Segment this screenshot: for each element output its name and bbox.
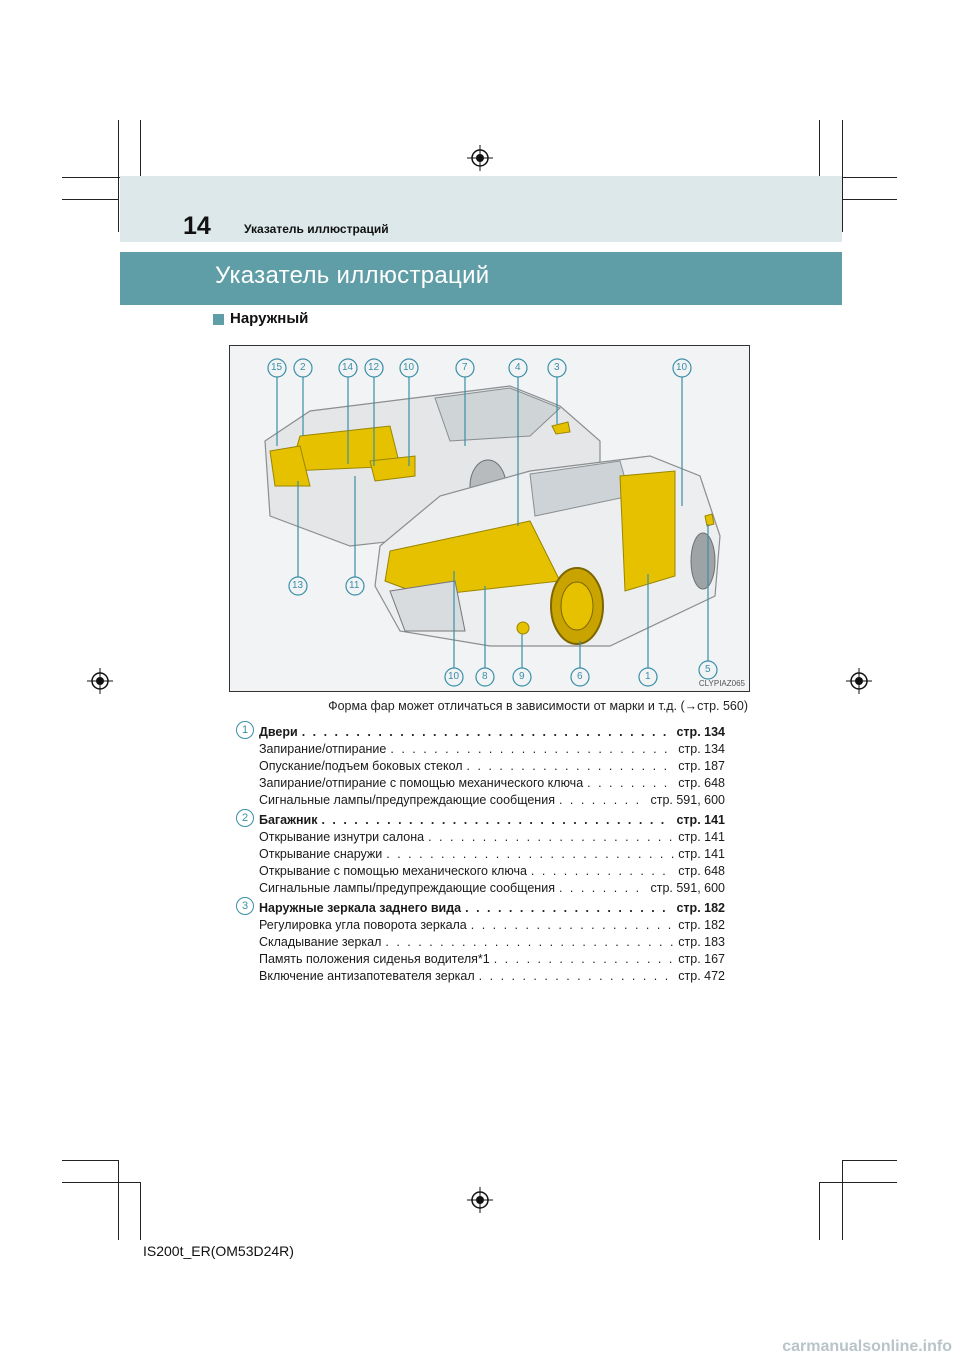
callout-label: 10 xyxy=(403,362,415,373)
crop-mark xyxy=(842,199,897,200)
callout-label: 9 xyxy=(519,671,525,682)
crop-mark xyxy=(62,1182,140,1183)
index-row: Складывание зеркал . . . стр. 183 xyxy=(259,934,725,951)
callout-label: 13 xyxy=(292,580,304,591)
crop-mark xyxy=(842,1160,843,1240)
subsection-marker-icon xyxy=(213,314,224,325)
callout-label: 6 xyxy=(577,671,583,682)
index-row: Открывание снаружи . . . стр. 141 xyxy=(259,846,725,863)
index-row: Память положения сиденья водителя*1 . . . стр. 167 xyxy=(259,951,725,968)
callout-label: 15 xyxy=(271,362,283,373)
crop-mark xyxy=(842,120,843,232)
index-row: Регулировка угла поворота зеркала . . . стр. 182 xyxy=(259,917,725,934)
callout-label: 7 xyxy=(462,362,468,373)
image-code: CLYPIAZ065 xyxy=(698,679,745,688)
callout-label: 2 xyxy=(300,362,306,373)
registration-mark-icon xyxy=(846,668,872,694)
callout-label: 10 xyxy=(448,671,460,682)
crop-mark xyxy=(118,1160,119,1240)
crop-mark xyxy=(62,1160,118,1161)
index-row: Опускание/подъем боковых стекол . . . стр. 187 xyxy=(259,758,725,775)
callout-label: 8 xyxy=(482,671,488,682)
entry-number-badge: 3 xyxy=(236,897,254,915)
index-row: Включение антизапотевателя зеркал . . . стр. 472 xyxy=(259,968,725,985)
crop-mark xyxy=(62,199,118,200)
index-row-main: Наружные зеркала заднего вида . . . стр. 182 xyxy=(259,900,725,917)
registration-mark-icon xyxy=(467,1187,493,1213)
section-title: Указатель иллюстраций xyxy=(215,262,490,289)
crop-mark xyxy=(819,1182,820,1240)
entry-number-badge: 2 xyxy=(236,809,254,827)
footer-document-code: IS200t_ER(OM53D24R) xyxy=(143,1243,294,1259)
figure-caption: Форма фар может отличаться в зависимости от марки и т.д. (→стр. 560) xyxy=(328,699,748,713)
crop-mark xyxy=(842,1160,897,1161)
header-band xyxy=(120,176,842,242)
callout-label: 1 xyxy=(645,671,651,682)
index-row-main: Двери . . . стр. 134 xyxy=(259,724,725,741)
index-row: Открывание изнутри салона . . . стр. 141 xyxy=(259,829,725,846)
car-exterior-illustration xyxy=(229,345,750,692)
entry-number-badge: 1 xyxy=(236,721,254,739)
callout-label: 10 xyxy=(676,362,688,373)
callout-labels-top xyxy=(230,346,749,691)
crop-mark xyxy=(118,120,119,232)
index-row: Сигнальные лампы/предупреждающие сообщения . . . стр. 591, 600 xyxy=(259,792,725,809)
index-row-main: Багажник . . . стр. 141 xyxy=(259,812,725,829)
watermark: carmanualsonline.info xyxy=(782,1338,952,1355)
crop-mark xyxy=(819,1182,897,1183)
page-number: 14 xyxy=(183,212,211,240)
callout-label: 5 xyxy=(705,664,711,675)
callout-label: 12 xyxy=(368,362,380,373)
subsection-title: Наружный xyxy=(230,310,309,327)
callout-label: 14 xyxy=(342,362,354,373)
index-row: Запирание/отпирание . . . стр. 134 xyxy=(259,741,725,758)
running-header-title: Указатель иллюстраций xyxy=(244,222,389,236)
registration-mark-icon xyxy=(87,668,113,694)
callout-label: 4 xyxy=(515,362,521,373)
index-row: Сигнальные лампы/предупреждающие сообщения . . . стр. 591, 600 xyxy=(259,880,725,897)
callout-label: 11 xyxy=(349,580,360,591)
crop-mark xyxy=(140,1182,141,1240)
registration-mark-icon xyxy=(467,145,493,171)
callout-label: 3 xyxy=(554,362,560,373)
index-row: Запирание/отпирание с помощью механического ключа . . . стр. 648 xyxy=(259,775,725,792)
index-row: Открывание с помощью механического ключа . . . стр. 648 xyxy=(259,863,725,880)
